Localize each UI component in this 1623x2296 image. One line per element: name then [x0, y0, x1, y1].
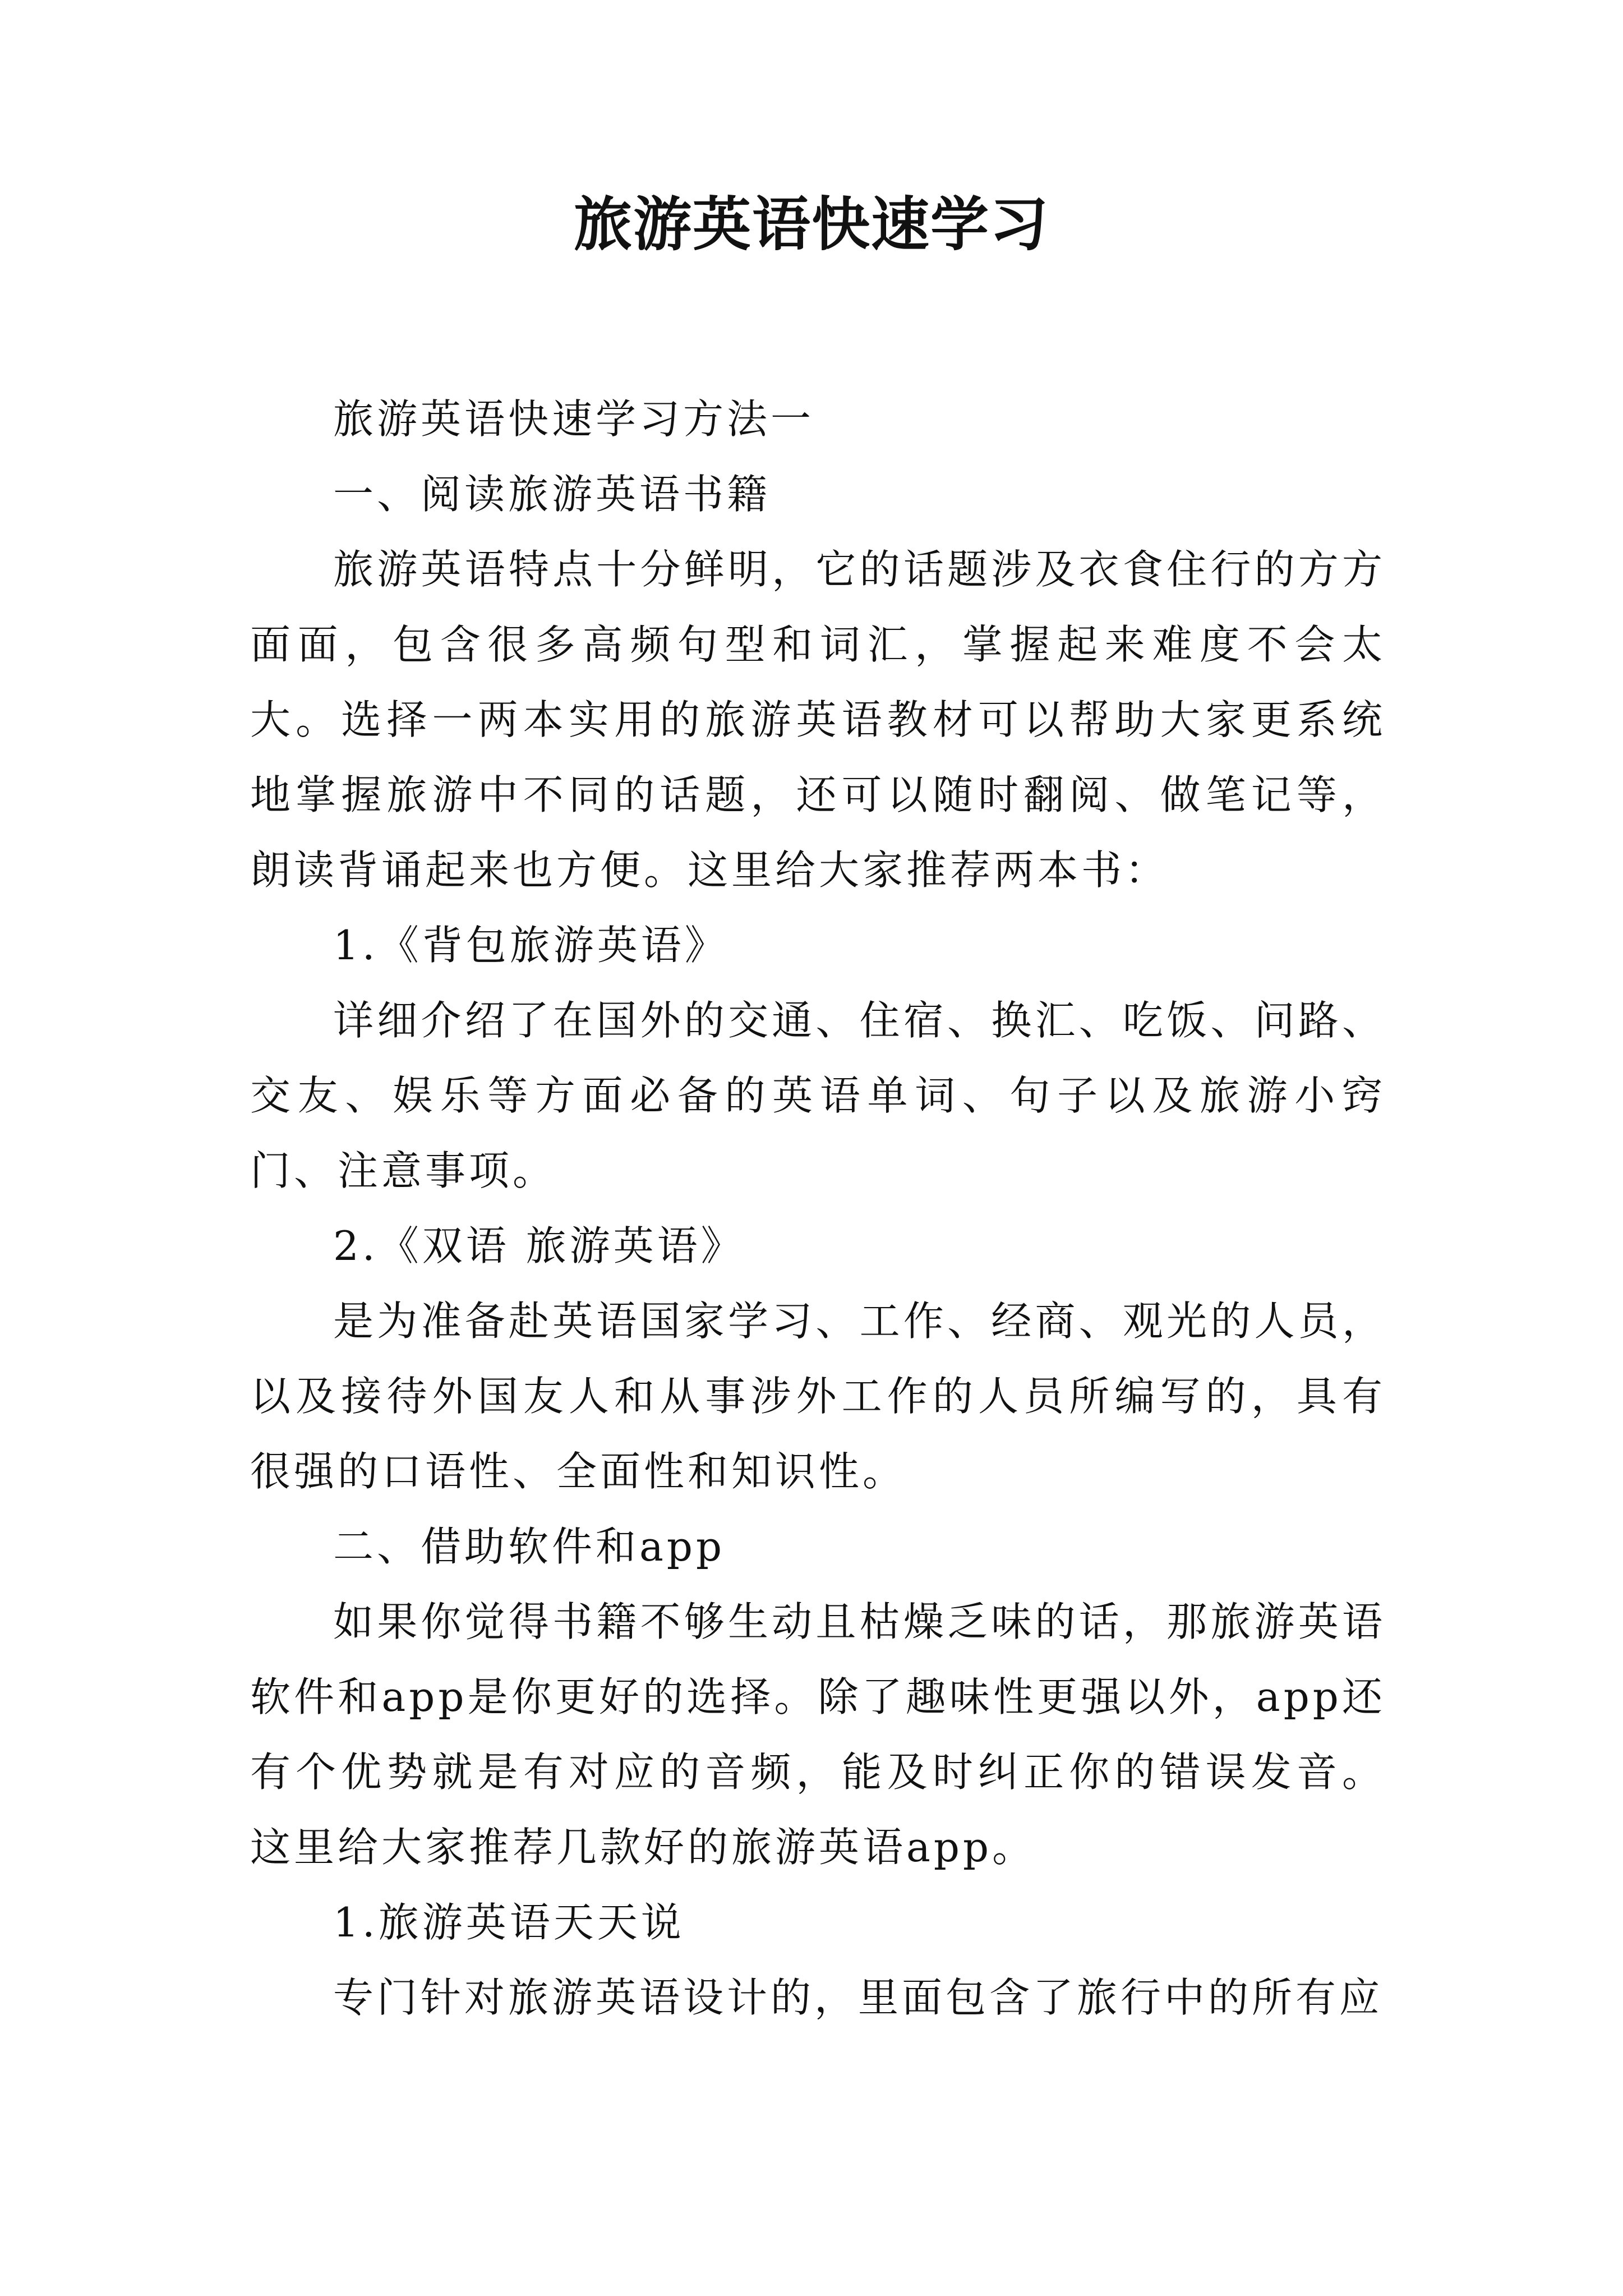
method-heading: 旅游英语快速学习方法一	[333, 395, 815, 443]
book-title-1: 1.《背包旅游英语》	[333, 922, 728, 969]
app-title-1: 1.旅游英语天天说	[333, 1899, 685, 1946]
book-title-2: 2.《双语 旅游英语》	[333, 1222, 745, 1269]
book-description-2: 是为准备赴英语国家学习、工作、经商、观光的人员，以及接待外国友人和从事涉外工作的人员所编写的，具有很强的口语性、全面性和知识性。	[250, 1297, 1386, 1495]
section-heading-reading: 一、阅读旅游英语书籍	[333, 471, 771, 518]
section-heading-software: 二、借助软件和app	[333, 1523, 726, 1570]
paragraph-software-intro: 如果你觉得书籍不够生动且枯燥乏味的话，那旅游英语软件和app是你更好的选择。除了趣味性更强以外，app还有个优势就是有对应的音频，能及时纠正你的错误发音。这里给大家推荐几款好的旅游英语app。	[250, 1598, 1386, 1871]
app-description-1: 专门针对旅游英语设计的，里面包含了旅行中的所有应	[333, 1974, 1384, 2021]
book-description-1: 详细介绍了在国外的交通、住宿、换汇、吃饭、问路、交友、娱乐等方面必备的英语单词、句子以及旅游小窍门、注意事项。	[250, 997, 1386, 1194]
document-body	[250, 381, 1386, 2035]
document-title: 旅游英语快速学习	[573, 190, 1049, 259]
paragraph-reading-intro: 旅游英语特点十分鲜明，它的话题涉及衣食住行的方方面面，包含很多高频句型和词汇，掌握起来难度不会太大。选择一两本实用的旅游英语教材可以帮助大家更系统地掌握旅游中不同的话题，还可以随时翻阅、做笔记等，朗读背诵起来也方便。这里给大家推荐两本书：	[250, 546, 1386, 894]
